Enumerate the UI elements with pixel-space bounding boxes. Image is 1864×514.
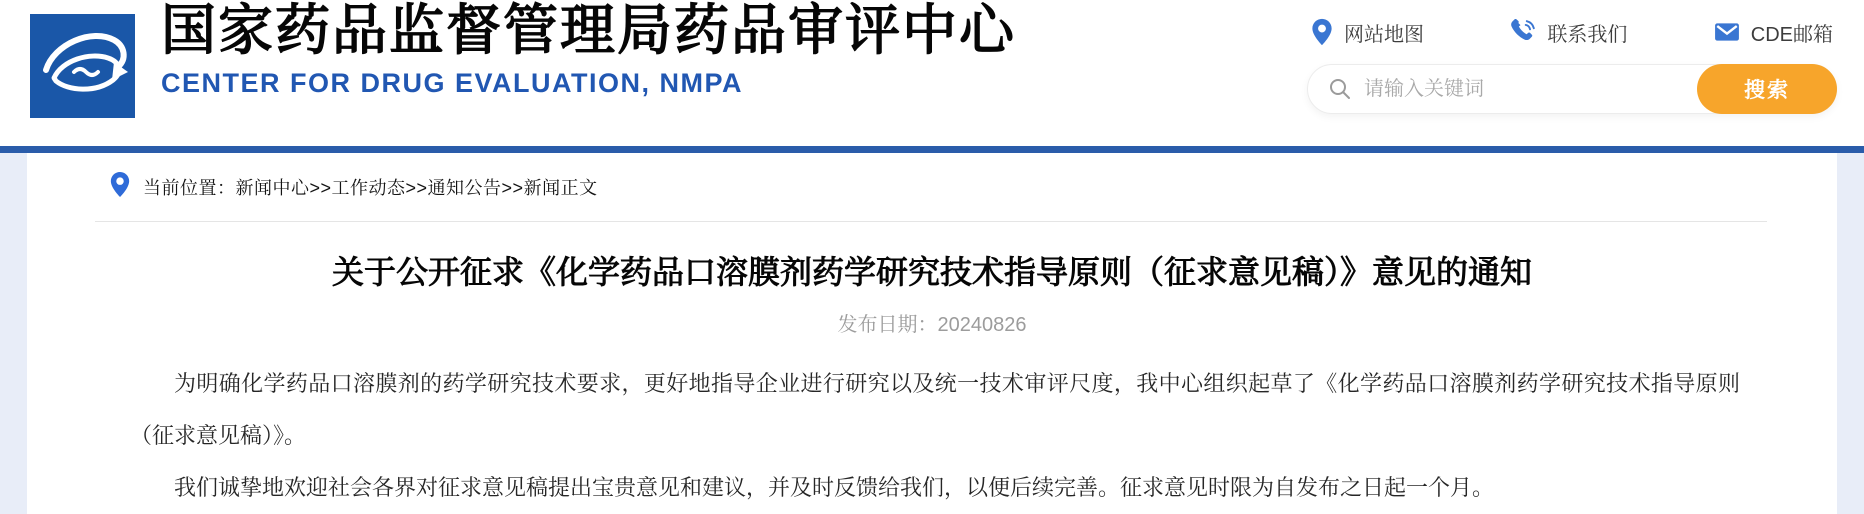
- contact-us-link[interactable]: [1510, 18, 1627, 47]
- sitemap-link[interactable]: [1311, 18, 1424, 47]
- site-title: 国家药品监督管理局药品审评中心: [161, 0, 1017, 61]
- article-paragraph: 我们诚挚地欢迎社会各界对征求意见稿提出宝贵意见和建议，并及时反馈给我们，以便后续完善。征求意见时限为自发布之日起一个月。: [174, 474, 1495, 500]
- cde-logo[interactable]: [30, 14, 135, 118]
- article-title: 关于公开征求《化学药品口溶膜剂药学研究技术指导原则（征求意见稿）》意见的通知: [331, 254, 1532, 290]
- sitemap-link-label: 网站地图: [1344, 23, 1424, 46]
- site-subtitle: CENTER FOR DRUG EVALUATION, NMPA: [161, 67, 743, 98]
- mail-icon: [1714, 21, 1740, 43]
- top-links-nav: [1307, 16, 1837, 48]
- search-bar: [1307, 64, 1837, 114]
- breadcrumb[interactable]: [27, 153, 1837, 221]
- fish-swoosh-icon: [30, 14, 135, 118]
- accent-bar: [0, 146, 1864, 153]
- article-paragraph: 为明确化学药品口溶膜剂的药学研究技术要求，更好地指导企业进行研究以及统一技术审评尺度，我中心组织起草了《化学药品口溶膜剂药学研究技术指导原则（征求意见稿）》。: [130, 370, 1740, 448]
- search-icon: [1328, 77, 1352, 101]
- location-pin-icon: [1311, 18, 1333, 46]
- cde-mailbox-link[interactable]: [1714, 18, 1833, 47]
- search-button[interactable]: 搜索: [1697, 64, 1837, 114]
- brand-block: [161, 0, 1016, 99]
- breadcrumb-divider: [95, 221, 1767, 222]
- phone-icon: [1510, 19, 1536, 45]
- header-right: [1307, 0, 1837, 114]
- contact-us-link-label: 联系我们: [1547, 23, 1628, 46]
- breadcrumb-pin-icon: [110, 171, 130, 203]
- cde-mailbox-link-label: CDE邮箱: [1750, 23, 1833, 46]
- breadcrumb-text: 当前位置：新闻中心>>工作动态>>通知公告>>新闻正文: [143, 178, 598, 198]
- site-header: [0, 0, 1864, 146]
- article-container: [27, 153, 1837, 514]
- publish-date: 发布日期：20240826: [837, 313, 1027, 336]
- article-body: [27, 358, 1837, 514]
